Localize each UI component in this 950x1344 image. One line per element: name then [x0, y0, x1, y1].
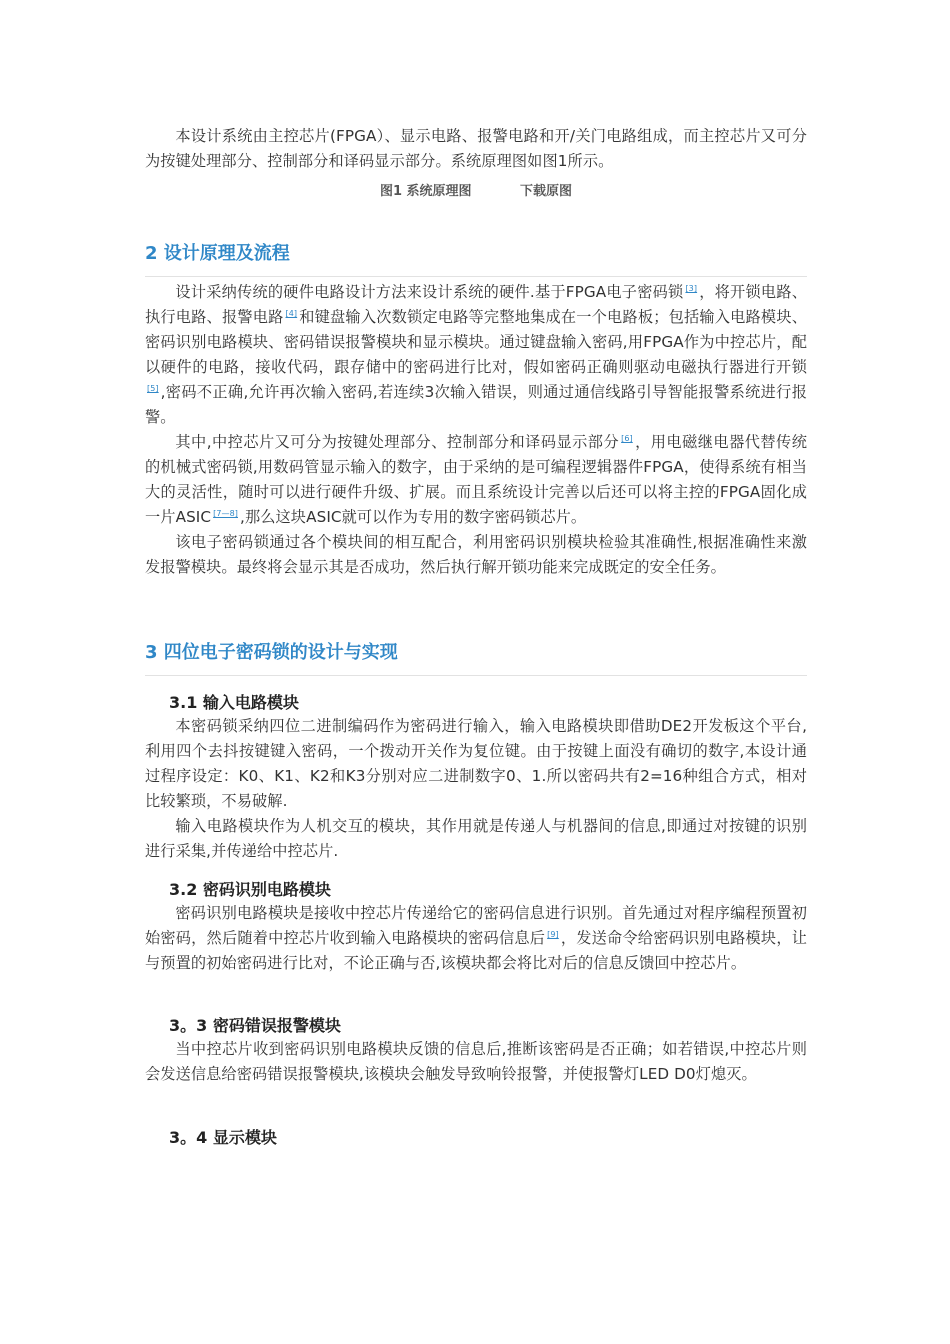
reference-link-3[interactable]: [3] — [685, 283, 698, 293]
intro-section — [145, 124, 807, 174]
section-2-heading: 2 设计原理及流程 — [145, 242, 807, 277]
intro-paragraph: 本设计系统由主控芯片(FPGA）、显示电路、报警电路和开/关门电路组成，而主控芯片又可分为按键处理部分、控制部分和译码显示部分。系统原理图如图1所示。 — [145, 127, 807, 170]
subsection-3-2-paragraph-1: 密码识别电路模块是接收中控芯片传递给它的密码信息进行识别。首先通过对程序编程预置初始密码，然后随着中控芯片收到输入电路模块的密码信息后 [9] ，发送命令给密码识别电路模块，让与预置的初始密码进行比对，不论正确与否,该模块都会将比对后的信息反馈回中控芯片。 — [145, 904, 807, 972]
subsection-3-2-heading: 3.2 密码识别电路模块 — [169, 880, 331, 899]
reference-link-9[interactable]: [9] — [547, 929, 559, 939]
section-3-heading-wrap — [145, 641, 807, 676]
subsection-3-3 — [145, 1015, 807, 1087]
subsection-3-1-paragraph-1: 本密码锁采纳四位二进制编码作为密码进行输入，输入电路模块即借助DE2开发板这个平台,利用四个去抖按键键入密码，一个拨动开关作为复位键。由于按键上面没有确切的数字,本设计通过程序设定：K0、K1、K2和K3分别对应二进制数字0、1.所以密码共有2=16种组合方式，相对比较繁琐，不易破解. — [145, 717, 807, 810]
section-2-paragraph-2: 其中,中控芯片又可分为按键处理部分、控制部分和译码显示部分 [6] ，用电磁继电器代替传统的机械式密码锁,用数码管显示输入的数字，由于采纳的是可编程逻辑器件FPGA，使得系统有相当大的灵活性，随时可以进行硬件升级、扩展。而且系统设计完善以后还可以将主控的FPGA固化成一片ASIC [7—8] ,那么这块ASIC就可以作为专用的数字密码锁芯片。 — [145, 433, 807, 526]
subsection-3-4-heading: 3。4 显示模块 — [169, 1128, 277, 1147]
section-2-paragraph-3: 该电子密码锁通过各个模块间的相互配合，利用密码识别模块检验其准确性,根据准确性来激发报警模块。最终将会显示其是否成功，然后执行解开锁功能来完成既定的安全任务。 — [145, 533, 807, 576]
reference-link-7-8[interactable]: [7—8] — [213, 508, 239, 518]
figure-caption-label: 图1 系统原理图 — [379, 184, 472, 199]
reference-link-6[interactable]: [6] — [621, 433, 633, 443]
section-3-heading: 3 四位电子密码锁的设计与实现 — [145, 641, 807, 676]
subsection-3-4 — [145, 1127, 807, 1149]
subsection-3-1-heading: 3.1 输入电路模块 — [169, 693, 299, 712]
section-2-body — [145, 280, 807, 580]
reference-link-4[interactable]: [4] — [285, 308, 298, 318]
subsection-3-1 — [145, 692, 807, 864]
reference-link-5[interactable]: [5] — [147, 383, 159, 393]
section-2-paragraph-1: 设计采纳传统的硬件电路设计方法来设计系统的硬件.基于FPGA电子密码锁 [3] ，将开锁电路、执行电路、报警电路 [4] 和键盘输入次数锁定电路等完整地集成在一个电路板；包括输入电路模块、密码识别电路模块、密码错误报警模块和显示模块。通过键盘输入密码,用FPGA作为中控芯片，配以硬件的电路，接收代码，跟存储中的密码进行比对，假如密码正确则驱动电磁执行器进行开锁[5] ,密码不正确,允许再次输入密码,若连续3次输入错误，则通过通信线路引导智能报警系统进行报警。 — [145, 283, 807, 426]
download-figure-link[interactable]: 下载原图 — [520, 184, 573, 199]
figure-caption — [145, 182, 807, 202]
subsection-3-3-paragraph-1: 当中控芯片收到密码识别电路模块反馈的信息后,推断该密码是否正确；如若错误,中控芯片则会发送信息给密码错误报警模块,该模块会触发导致响铃报警，并使报警灯LED D0灯熄灭。 — [145, 1040, 807, 1083]
subsection-3-1-paragraph-2: 输入电路模块作为人机交互的模块，其作用就是传递人与机器间的信息,即通过对按键的识别进行采集,并传递给中控芯片. — [145, 817, 807, 860]
section-2-heading-wrap — [145, 242, 807, 277]
subsection-3-2 — [145, 879, 807, 976]
subsection-3-3-heading: 3。3 密码错误报警模块 — [169, 1016, 341, 1035]
